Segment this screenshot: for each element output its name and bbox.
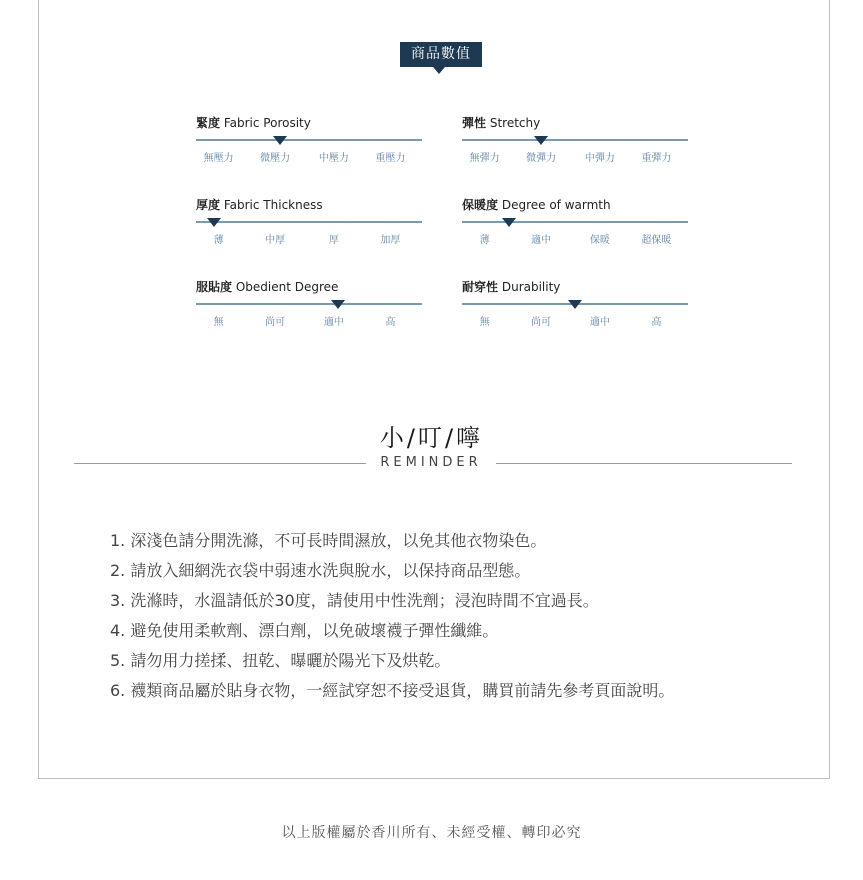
meter-label <box>462 196 611 213</box>
meter-stretchy <box>462 114 688 174</box>
meter-label <box>196 196 323 213</box>
meter-tick-label: 中厚 <box>265 235 286 246</box>
meter-label <box>196 114 311 131</box>
meter-label-cn: 服貼度 <box>196 280 233 294</box>
meter-tick-label: 尚可 <box>531 317 552 328</box>
meter-label-en: Stretchy <box>489 116 541 130</box>
meter-tick-label: 無壓力 <box>203 153 234 164</box>
meter-tick-label: 無 <box>479 317 490 328</box>
care-note: 5. 請勿用力搓揉、扭乾、曝曬於陽光下及烘乾。 <box>110 651 451 670</box>
meter-tick-label: 加厚 <box>380 235 401 246</box>
meter-label-en: Durability <box>501 280 561 294</box>
meter-tick-label: 超保暖 <box>641 235 672 246</box>
meter-label-cn: 耐穿性 <box>462 280 499 294</box>
meter-tick-label: 適中 <box>323 317 344 328</box>
meter-obedient-degree <box>196 278 422 338</box>
meter-marker <box>502 218 516 227</box>
meter-marker <box>331 300 345 309</box>
meter-label-en: Fabric Porosity <box>223 116 311 130</box>
meter-label-en: Degree of warmth <box>501 198 611 212</box>
meter-fabric-thickness <box>196 196 422 256</box>
meter-tick-label: 適中 <box>531 235 552 246</box>
meter-tick-label: 重壓力 <box>375 153 406 164</box>
meter-fabric-porosity <box>196 114 422 174</box>
meter-marker <box>273 136 287 145</box>
meter-tick-label: 保暖 <box>589 235 610 246</box>
meter-label <box>462 114 540 131</box>
meter-ticks <box>196 149 422 163</box>
meter-ticks <box>462 313 688 327</box>
meter-label-en: Fabric Thickness <box>223 198 323 212</box>
meter-tick-label: 適中 <box>589 317 610 328</box>
meter-label-en: Obedient Degree <box>235 280 339 294</box>
meter-tick-label: 微壓力 <box>260 153 291 164</box>
care-note: 6. 襪類商品屬於貼身衣物，一經試穿恕不接受退貨，購買前請先參考頁面說明。 <box>110 681 675 700</box>
care-notes-list <box>110 526 674 706</box>
meter-tick-label: 無彈力 <box>469 153 500 164</box>
care-note: 3. 洗滌時，水溫請低於30度，請使用中性洗劑；浸泡時間不宜過長。 <box>110 591 599 610</box>
meter-tick-label: 中壓力 <box>318 153 349 164</box>
care-note: 4. 避免使用柔軟劑、漂白劑，以免破壞襪子彈性纖維。 <box>110 621 499 640</box>
meter-label-cn: 緊度 <box>196 116 221 130</box>
meter-durability <box>462 278 688 338</box>
meter-tick-label: 無 <box>213 317 224 328</box>
meter-ticks <box>462 149 688 163</box>
meter-degree-of-warmth <box>462 196 688 256</box>
meter-marker <box>207 218 221 227</box>
meter-label <box>196 278 338 295</box>
meter-label <box>462 278 560 295</box>
meter-track <box>196 303 422 305</box>
meter-tick-label: 高 <box>385 317 396 328</box>
meter-tick-label: 中彈力 <box>584 153 615 164</box>
meter-tick-label: 薄 <box>213 235 224 246</box>
meter-label-cn: 彈性 <box>462 116 487 130</box>
care-note: 1. 深淺色請分開洗滌，不可長時間濕放，以免其他衣物染色。 <box>110 531 547 550</box>
reminder-subtitle: REMINDER <box>366 455 496 470</box>
meter-track <box>196 139 422 141</box>
care-note: 2. 請放入細網洗衣袋中弱速水洗與脫水，以保持商品型態。 <box>110 561 531 580</box>
reminder-divider-left <box>74 463 370 464</box>
meter-label-cn: 保暖度 <box>462 198 499 212</box>
meter-ticks <box>462 231 688 245</box>
meter-tick-label: 厚 <box>328 235 339 246</box>
meter-marker <box>534 136 548 145</box>
meter-ticks <box>196 231 422 245</box>
reminder-divider-right <box>494 463 792 464</box>
meter-label-cn: 厚度 <box>196 198 221 212</box>
meter-tick-label: 尚可 <box>265 317 286 328</box>
meter-track <box>462 139 688 141</box>
badge-pointer <box>433 67 445 74</box>
copyright-notice: 以上版權屬於香川所有、未經受權、轉印必究 <box>281 825 582 841</box>
meter-tick-label: 微彈力 <box>526 153 557 164</box>
reminder-title: 小/叮/嚀 <box>379 424 484 452</box>
meter-marker <box>568 300 582 309</box>
meter-tick-label: 薄 <box>479 235 490 246</box>
meter-tick-label: 重彈力 <box>641 153 672 164</box>
meter-tick-label: 高 <box>651 317 662 328</box>
product-values-badge: 商品數值 <box>400 42 482 67</box>
meter-track <box>196 221 422 223</box>
meter-ticks <box>196 313 422 327</box>
meter-track <box>462 221 688 223</box>
